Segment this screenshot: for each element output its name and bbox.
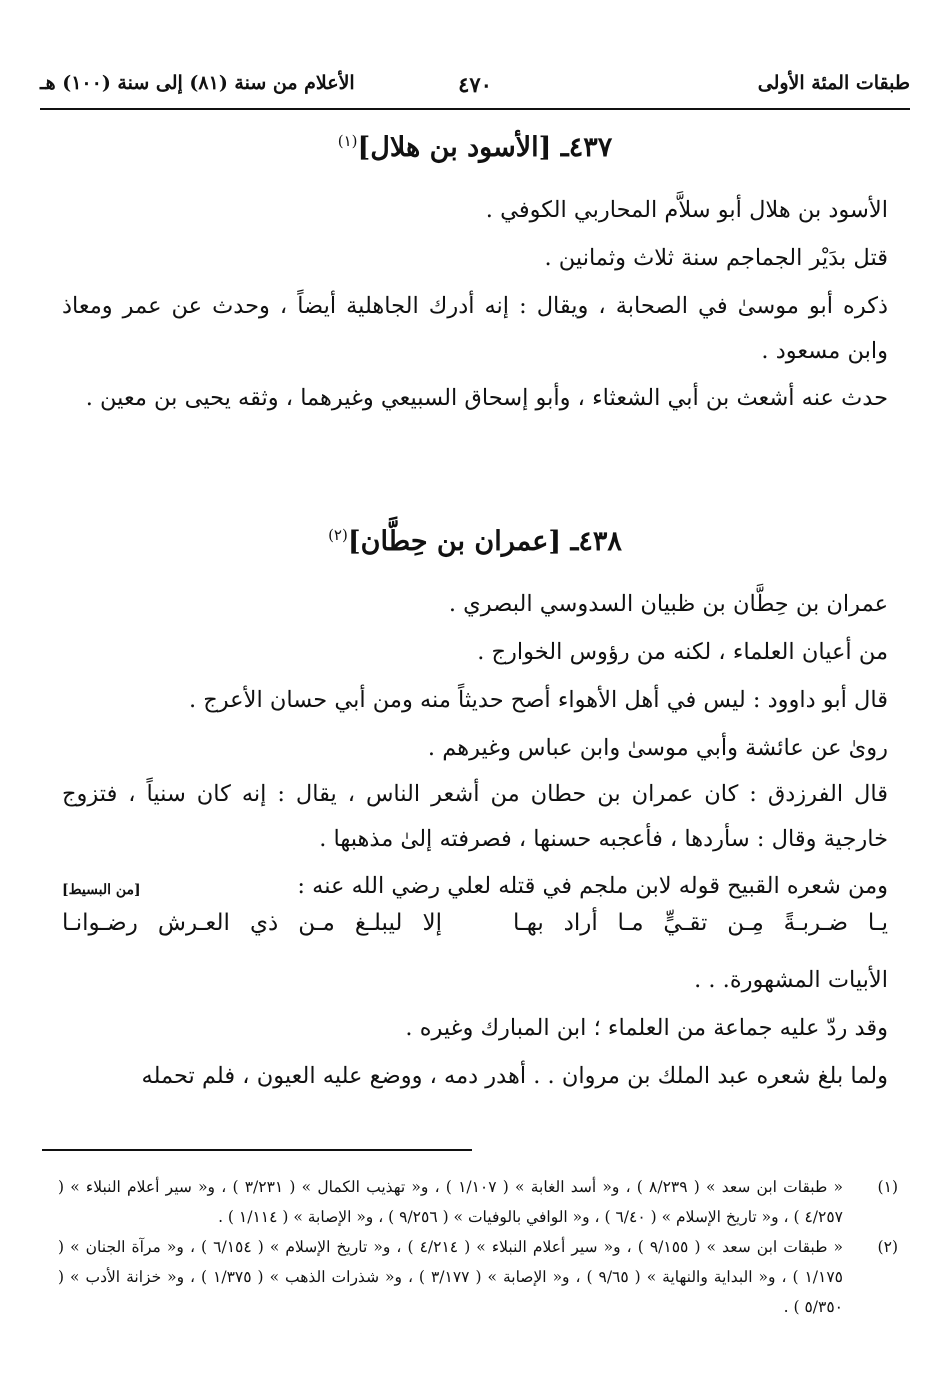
footnote-text: « طبقات ابن سعد » ( ٨/٢٣٩ ) ، و« أسد الغابة » ( ١/١٠٧ ) ، و« تهذيب الكمال » ( ٣/٢٣١ ) ، و« سير أعلام النبلاء » ( ٤/٢٥٧ ) ، و« تاريخ الإسلام » ( ٦/٤٠ ) ، و« الوافي بالوفيات » ( ٩/٢٥٦ ) ، و« الإصابة » ( ١/١١٤ ) . [58,1178,843,1226]
verse-second-hemistich: إلا ليبلـغ مـن ذي العـرش رضـوانـا [62,910,442,936]
footnote-text: « طبقات ابن سعد » ( ٩/١٥٥ ) ، و« سير أعلام النبلاء » ( ٤/٢١٤ ) ، و« تاريخ الإسلام » ( ٦/١٥٤ ) ، و« مرآة الجنان » ( ١/١٧٥ ) ، و« البداية والنهاية » ( ٩/٦٥ ) ، و« الإصابة » ( ٣/١٧٧ ) ، و« شذرات الذهب » ( ١/٣٧٥ ) ، و« خزانة الأدب » ( ٥/٣٥٠ ) . [58,1238,843,1316]
entry-title [62,132,888,163]
entry-title [62,526,888,557]
entry-437-body [62,186,888,421]
paragraph: ولما بلغ شعره عبد الملك بن مروان . . أهدر دمه ، ووضع عليه العيون ، فلم تحمله [141,1063,888,1089]
footnote-rule [42,1149,472,1151]
verse-first-hemistich: يـا ضـربـةً مِـن تقـيٍّ مـا أراد بهـا [513,910,888,936]
paragraph: من أعيان العلماء ، لكنه من رؤوس الخوارج . [477,639,888,665]
footnote-number: (٢) [877,1238,898,1256]
footnote-ref[interactable]: (١) [337,132,358,150]
entry-438-body [62,580,888,1100]
entry-title-text: ٤٣٧ـ [الأسود بن هلال] [357,132,613,163]
paragraph: عمران بن حِطَّان بن ظبيان السدوسي البصري . [448,591,888,617]
poem-intro [62,862,888,910]
entry-title-text: ٤٣٨ـ [عمران بن حِطَّان] [347,526,622,557]
running-head [40,72,910,108]
footnote-number: (١) [877,1178,898,1196]
footnotes [58,1172,898,1322]
paragraph: ذكره أبو موسىٰ في الصحابة ، ويقال : إنه أدرك الجاهلية أيضاً ، وحدث عن عمر ومعاذ وابن مسعود . [62,293,888,364]
paragraph: قتل بدَيْر الجماجم سنة ثلاث وثمانين . [544,245,888,271]
paragraph: وقد ردّ عليه جماعة من العلماء ؛ ابن المبارك وغيره . [405,1015,888,1041]
verse-line [62,910,888,956]
footnote [58,1232,898,1322]
paragraph: قال الفرزدق : كان عمران بن حطان من أشعر الناس ، يقال : إنه كان سنياً ، فتزوج خارجية وقال : سأردها ، فأعجبه حسنها ، فصرفته إلىٰ مذهبها . [62,781,888,852]
section-range: الأعلام من سنة (٨١) إلى سنة (١٠٠) هـ [40,72,355,94]
paragraph: حدث عنه أشعث بن أبي الشعثاء ، وأبو إسحاق السبيعي وغيرهما ، وثقه يحيى بن معين . [85,385,888,411]
poetic-meter: [من البسيط] [62,882,141,898]
footnote-ref[interactable]: (٢) [328,526,348,544]
paragraph: الأسود بن هلال أبو سلاَّم المحاربي الكوفي . [485,197,888,223]
header-rule [40,108,910,110]
paragraph: قال أبو داوود : ليس في أهل الأهواء أصح حديثاً منه ومن أبي حسان الأعرج . [188,687,888,713]
book-title: طبقات المئة الأولى [757,72,910,94]
entry-437 [62,132,888,163]
paragraph: رویٰ عن عائشة وأبي موسىٰ وابن عباس وغيرهم . [427,735,888,761]
entry-438 [62,526,888,557]
page-number: ٤٧٠ [458,72,492,97]
footnote [58,1172,898,1232]
paragraph: الأبيات المشهورة. . . [694,967,888,993]
poem-intro-text: ومن شعره القبيح قوله لابن ملجم في قتله لعلي رضي الله عنه : [297,873,888,899]
